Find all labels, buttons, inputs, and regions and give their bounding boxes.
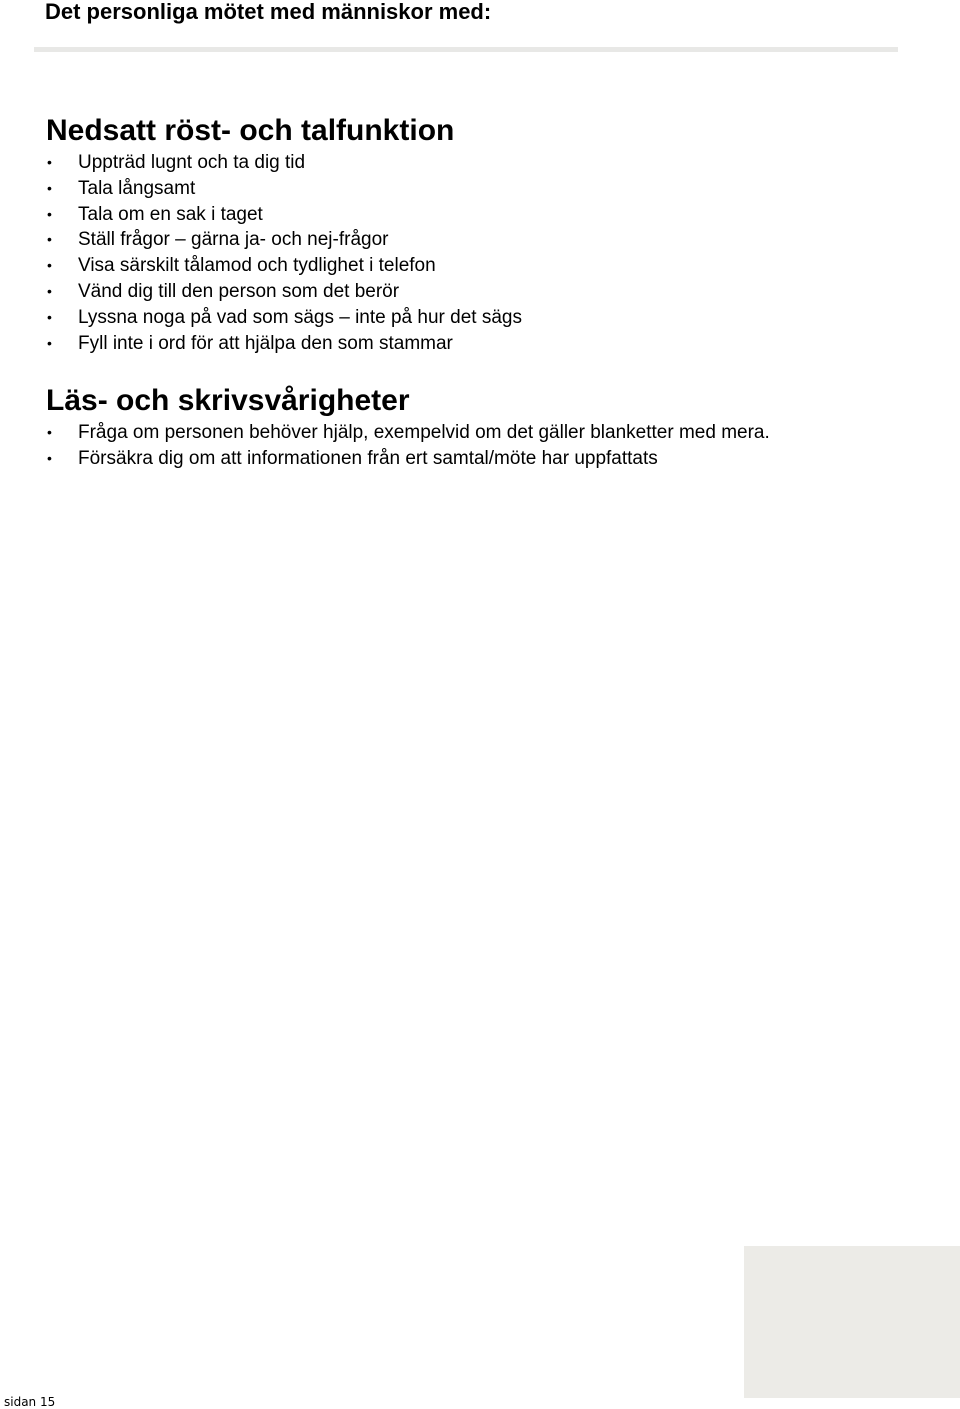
bullet-icon: • (47, 257, 52, 274)
section-title: Läs- och skrivsvårigheter (46, 384, 410, 417)
bullet-icon: • (47, 449, 52, 466)
list-item-text: Fråga om personen behöver hjälp, exempelvid om det gäller blanketter med mera. (78, 422, 770, 443)
list-item-text: Tala om en sak i taget (78, 203, 263, 225)
bullet-icon: • (47, 205, 52, 222)
list-item-text: Tala långsamt (78, 177, 196, 199)
list-item (46, 202, 926, 228)
list-item-text: Försäkra dig om att informationen från ert samtal/möte har uppfattats (78, 447, 658, 469)
bullet-icon: • (47, 282, 52, 299)
list-item-text: Uppträd lugnt och ta dig tid (78, 152, 306, 173)
page-number: sidan 15 (4, 1395, 56, 1409)
list-item (46, 176, 926, 202)
bullet-icon: • (47, 308, 52, 325)
list-item (46, 253, 926, 279)
list-item (46, 305, 926, 331)
bullet-list (46, 420, 926, 472)
list-item-text: Visa särskilt tålamod och tydlighet i telefon (78, 255, 436, 277)
bullet-icon: • (47, 179, 52, 196)
list-item-text: Fyll inte i ord för att hjälpa den som stammar (78, 332, 453, 354)
section-title: Nedsatt röst- och talfunktion (46, 114, 455, 147)
list-item-text: Vänd dig till den person som det berör (78, 280, 400, 302)
page-header-title: Det personliga mötet med människor med: (45, 0, 492, 24)
list-item (46, 446, 926, 472)
bullet-icon: • (47, 424, 52, 440)
list-item (46, 420, 926, 446)
list-item (46, 150, 926, 176)
section-voice-speech (46, 112, 926, 356)
bullet-icon: • (47, 154, 52, 170)
list-item (46, 279, 926, 305)
corner-decoration (744, 1246, 960, 1398)
header-divider (34, 47, 898, 52)
list-item-text: Lyssna noga på vad som sägs – inte på hur det sägs (78, 306, 522, 328)
list-item (46, 331, 926, 357)
bullet-list (46, 150, 926, 356)
bullet-icon: • (47, 334, 52, 351)
list-item (46, 227, 926, 253)
bullet-icon: • (47, 231, 52, 248)
section-reading-writing (46, 382, 926, 472)
list-item-text: Ställ frågor – gärna ja- och nej-frågor (78, 229, 389, 251)
